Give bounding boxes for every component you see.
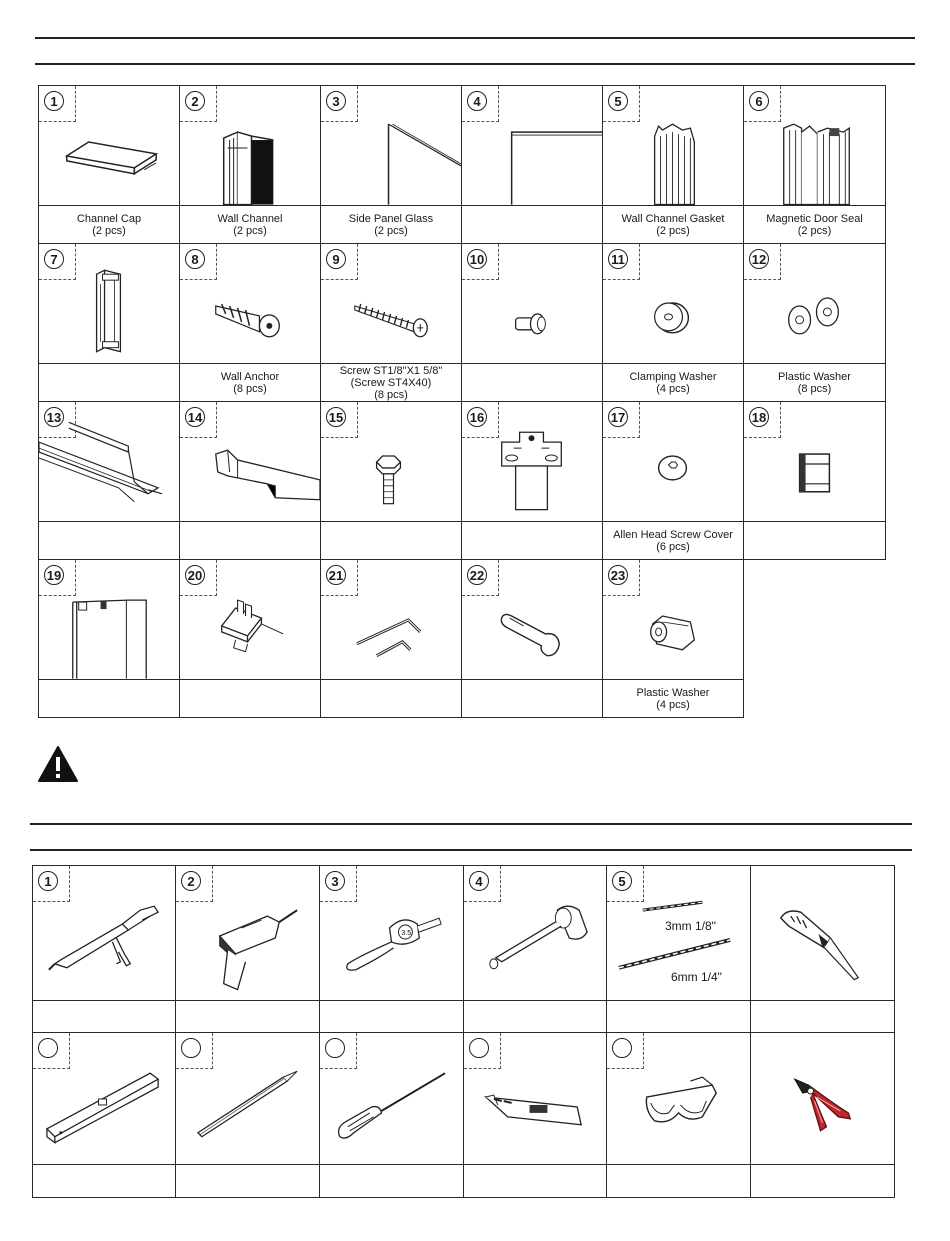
safety-glasses-icon <box>607 1033 750 1164</box>
tool-number-badge: 5 <box>612 871 632 891</box>
part-number-badge: 7 <box>44 249 64 269</box>
part-number-badge: 15 <box>326 407 346 427</box>
part-1-image-cell <box>39 86 180 206</box>
part-6-image-cell <box>744 86 886 206</box>
tool-8-image-cell <box>176 1033 320 1165</box>
part-qty: (2 pcs) <box>656 224 690 237</box>
part-13-image-cell <box>39 402 180 522</box>
part-qty: (2 pcs) <box>233 224 267 237</box>
part-number-badge: 19 <box>44 565 64 585</box>
part-qty: (8 pcs) <box>797 382 832 395</box>
empty-cell <box>744 680 886 718</box>
part-17-image-cell <box>603 402 744 522</box>
part-name: Wall Channel <box>217 212 283 225</box>
part-number-badge: 21 <box>326 565 346 585</box>
part-9-caption <box>321 364 462 402</box>
part-name: Wall Anchor <box>220 370 280 383</box>
tool-11-caption <box>607 1165 751 1198</box>
tool-5-image-cell <box>607 866 751 1001</box>
allen-key-icon <box>321 560 461 679</box>
part-name: Side Panel Glass <box>348 212 434 225</box>
part-21-caption <box>321 680 462 718</box>
part-11-image-cell <box>603 244 744 364</box>
part-23-image-cell <box>603 560 744 680</box>
empty-cell <box>744 560 886 680</box>
tool-10-caption <box>464 1165 607 1198</box>
tape-measure-icon <box>320 866 463 1000</box>
tools-rule-1 <box>30 823 912 825</box>
part-number-badge: 11 <box>608 249 628 269</box>
part-number-badge: 13 <box>44 407 64 427</box>
tool-7-image-cell <box>33 1033 176 1165</box>
part-16-caption <box>462 522 603 560</box>
utility-knife-icon <box>751 866 894 1000</box>
box-cutter-icon <box>464 1033 606 1164</box>
channel-cap-icon <box>39 86 179 205</box>
part-number-badge: 16 <box>467 407 487 427</box>
tool-number-badge: 1 <box>38 871 58 891</box>
tools-rule-2 <box>30 849 912 851</box>
hinge-bracket-icon <box>462 402 602 521</box>
bottom-seal-icon <box>39 402 179 521</box>
towel-bar-icon <box>180 402 320 521</box>
part-name: Channel Cap <box>76 212 142 225</box>
tool-9-image-cell <box>320 1033 464 1165</box>
parts-grid <box>38 85 886 718</box>
part-name: Magnetic Door Seal <box>766 212 863 225</box>
door-handle-icon <box>39 244 179 363</box>
part-4-image-cell <box>462 86 603 206</box>
tool-6-image-cell <box>751 866 895 1001</box>
tool-9-caption <box>320 1165 464 1198</box>
part-3-image-cell <box>321 86 462 206</box>
part-number-badge: 9 <box>326 249 346 269</box>
tool-12-image-cell <box>751 1033 895 1165</box>
part-16-image-cell <box>462 402 603 522</box>
part-2-image-cell <box>180 86 321 206</box>
part-12-caption <box>744 364 886 402</box>
part-1-caption <box>39 206 180 244</box>
part-20-image-cell <box>180 560 321 680</box>
part-14-caption <box>180 522 321 560</box>
pencil-icon <box>176 1033 319 1164</box>
screwdriver-icon <box>320 1033 463 1164</box>
warning-triangle-icon <box>37 745 79 783</box>
tool-1-image-cell <box>33 866 176 1001</box>
part-11-caption <box>603 364 744 402</box>
part-7-caption <box>39 364 180 402</box>
part-15-image-cell <box>321 402 462 522</box>
part-number-badge: 20 <box>185 565 205 585</box>
part-number-badge: 14 <box>185 407 205 427</box>
part-number-badge: 8 <box>185 249 205 269</box>
tool-2-image-cell <box>176 866 320 1001</box>
part-number-badge: 17 <box>608 407 628 427</box>
plastic-washer-icon <box>744 244 885 363</box>
part-qty: (8 pcs) <box>374 388 408 401</box>
part-number-badge: 3 <box>326 91 346 111</box>
power-drill-icon <box>176 866 319 1000</box>
part-10-image-cell <box>462 244 603 364</box>
drill-bit-large-label: 6mm 1/4" <box>671 970 722 984</box>
bolt-icon <box>462 244 602 363</box>
part-18-caption <box>744 522 886 560</box>
part-number-badge: 12 <box>749 249 769 269</box>
part-22-image-cell <box>462 560 603 680</box>
wall-channel-gasket-icon <box>603 86 743 205</box>
tool-11-image-cell <box>607 1033 751 1165</box>
tool-number-badge: 2 <box>181 871 201 891</box>
part-name: Allen Head Screw Cover <box>613 528 733 541</box>
tool-3-caption <box>320 1001 464 1033</box>
magnetic-door-seal-icon <box>744 86 885 205</box>
top-rule-1 <box>35 37 915 39</box>
caulking-gun-icon <box>33 866 175 1000</box>
part-qty: (2 pcs) <box>92 224 126 237</box>
part-3-caption <box>321 206 462 244</box>
part-number-badge: 5 <box>608 91 628 111</box>
part-23-caption <box>603 680 744 718</box>
part-2-caption <box>180 206 321 244</box>
part-number-badge: 10 <box>467 249 487 269</box>
part-20-caption <box>180 680 321 718</box>
part-18-image-cell <box>744 402 886 522</box>
part-qty: (6 pcs) <box>656 540 690 553</box>
tool-4-caption <box>464 1001 607 1033</box>
part-6-caption <box>744 206 886 244</box>
part-number-badge: 18 <box>749 407 769 427</box>
svg-text:3.5: 3.5 <box>401 929 412 937</box>
tool-12-caption <box>751 1165 895 1198</box>
part-5-caption <box>603 206 744 244</box>
pliers-icon <box>751 1033 894 1164</box>
hex-bolt-icon <box>321 402 461 521</box>
part-number-badge: 6 <box>749 91 769 111</box>
rubber-mallet-icon <box>464 866 606 1000</box>
drill-bit-small-label: 3mm 1/8" <box>665 919 716 933</box>
tool-7-caption <box>33 1165 176 1198</box>
part-name: Plastic Washer <box>778 370 851 383</box>
part-17-caption <box>603 522 744 560</box>
part-number-badge: 22 <box>467 565 487 585</box>
door-frame-icon <box>39 560 179 679</box>
clip-icon <box>744 402 885 521</box>
tool-number-badge: 4 <box>469 871 489 891</box>
part-8-image-cell <box>180 244 321 364</box>
tool-4-image-cell <box>464 866 607 1001</box>
part-22-caption <box>462 680 603 718</box>
part-8-caption <box>180 364 321 402</box>
part-21-image-cell <box>321 560 462 680</box>
screw-cover-icon <box>603 402 743 521</box>
part-name: Wall Channel Gasket <box>621 212 725 225</box>
wall-channel-icon <box>180 86 320 205</box>
tool-2-caption <box>176 1001 320 1033</box>
part-number-badge: 23 <box>608 565 628 585</box>
part-19-caption <box>39 680 180 718</box>
tool-6-caption <box>751 1001 895 1033</box>
part-name: Clamping Washer <box>629 370 717 383</box>
wrench-icon <box>462 560 602 679</box>
part-name-alt: (Screw ST4X40) <box>350 376 432 389</box>
part-qty: (2 pcs) <box>797 224 832 237</box>
door-glass-icon <box>462 86 602 205</box>
plastic-sleeve-icon <box>603 560 743 679</box>
tool-3-image-cell <box>320 866 464 1001</box>
part-number-badge: 4 <box>467 91 487 111</box>
top-rule-2 <box>35 63 915 65</box>
part-14-image-cell <box>180 402 321 522</box>
part-10-caption <box>462 364 603 402</box>
tool-number-badge: 3 <box>325 871 345 891</box>
glass-clamp-icon <box>180 560 320 679</box>
tool-5-caption <box>607 1001 751 1033</box>
tool-10-image-cell <box>464 1033 607 1165</box>
part-qty: (2 pcs) <box>374 224 408 237</box>
part-name: Plastic Washer <box>636 686 710 699</box>
clamping-washer-icon <box>603 244 743 363</box>
part-12-image-cell <box>744 244 886 364</box>
part-15-caption <box>321 522 462 560</box>
screw-icon <box>321 244 461 363</box>
tools-grid <box>32 865 895 1198</box>
tool-8-caption <box>176 1165 320 1198</box>
side-panel-glass-icon <box>321 86 461 205</box>
part-number-badge: 1 <box>44 91 64 111</box>
part-7-image-cell <box>39 244 180 364</box>
part-qty: (4 pcs) <box>656 698 690 711</box>
part-19-image-cell <box>39 560 180 680</box>
part-5-image-cell <box>603 86 744 206</box>
part-4-caption <box>462 206 603 244</box>
wall-anchor-icon <box>180 244 320 363</box>
level-icon <box>33 1033 175 1164</box>
tool-1-caption <box>33 1001 176 1033</box>
part-qty: (4 pcs) <box>656 382 690 395</box>
part-qty: (8 pcs) <box>233 382 267 395</box>
part-number-badge: 2 <box>185 91 205 111</box>
part-9-image-cell <box>321 244 462 364</box>
part-name: Screw ST1/8"X1 5/8" <box>339 364 443 377</box>
part-13-caption <box>39 522 180 560</box>
